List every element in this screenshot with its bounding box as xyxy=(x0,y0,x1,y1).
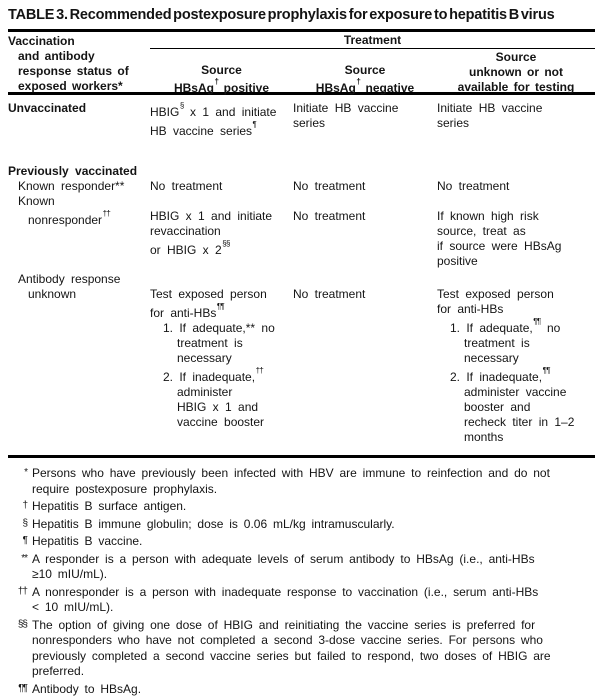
text-line: Test exposed person xyxy=(150,287,293,302)
text-line: administer vaccine xyxy=(437,385,595,400)
column-header-vaccination-status xyxy=(8,34,150,92)
text-line: nonresponder†† xyxy=(8,209,150,228)
text-line: necessary xyxy=(437,351,595,366)
footnote-5 xyxy=(8,552,595,583)
text-line: Antibody response xyxy=(8,272,150,287)
cell-source-unknown xyxy=(437,179,595,194)
text-line: unknown xyxy=(8,287,150,302)
cell-empty xyxy=(437,164,595,179)
text-line: Previously vaccinated xyxy=(8,164,150,179)
cell-hbsag-positive xyxy=(150,194,293,269)
text-line: revaccination xyxy=(150,224,293,239)
text-line: and antibody xyxy=(8,49,150,64)
text-line: 1. If adequate,¶¶ no xyxy=(437,317,595,336)
text-line: No treatment xyxy=(437,179,595,194)
footnote-2 xyxy=(8,499,595,515)
text-line: series xyxy=(437,116,595,131)
text-line: 2. If inadequate,†† xyxy=(150,366,293,385)
text-line: if source were HBsAg xyxy=(437,239,595,254)
text-line: source, treat as xyxy=(437,224,595,239)
cell-source-unknown xyxy=(437,101,595,139)
cell-hbsag-negative xyxy=(293,272,437,445)
text-line: or HBIG x 2§§ xyxy=(150,239,293,258)
row-label xyxy=(8,101,150,139)
text-line: Vaccination xyxy=(8,34,150,49)
text-line: Source xyxy=(437,50,595,65)
footnote-marker: ¶¶ xyxy=(8,681,32,697)
footnote-8 xyxy=(8,682,595,697)
text-line: HBsAg† negative xyxy=(293,78,437,95)
table-row-known-nonresponder xyxy=(8,194,595,269)
text-line: treatment is xyxy=(437,336,595,351)
cell-empty xyxy=(150,164,293,179)
footnote-1 xyxy=(8,466,595,497)
top-horizontal-rule xyxy=(8,29,595,32)
text-line: available for testing xyxy=(437,80,595,95)
text-line: Known xyxy=(8,194,150,209)
text-line: No treatment xyxy=(150,179,293,194)
treatment-spanner-label: Treatment xyxy=(150,34,595,47)
row-label xyxy=(8,179,150,194)
text-line: response status of xyxy=(8,64,150,79)
text-line: HBIG x 1 and xyxy=(150,400,293,415)
column-header-source-unknown xyxy=(437,49,595,95)
text-line: for anti-HBs¶¶ xyxy=(150,302,293,321)
cell-hbsag-negative xyxy=(293,194,437,269)
footnote-4 xyxy=(8,534,595,550)
treatment-header-group xyxy=(150,34,595,92)
footnote-text: Hepatitis B vaccine. xyxy=(32,534,595,550)
cell-source-unknown xyxy=(437,194,595,269)
text-line: administer xyxy=(150,385,293,400)
footnote-text: The option of giving one dose of HBIG and reinitiating the vaccine series is preferred for nonresponders who have not completed a second 3-dose vaccine series. For persons who previously completed a second vaccine series but failed to respond, two doses of HBIG are preferred. xyxy=(32,618,595,680)
text-line: If known high risk xyxy=(437,209,595,224)
footnote-marker: ** xyxy=(8,551,32,582)
footnote-text: A responder is a person with adequate levels of serum antibody to HBsAg (i.e., anti-HBs ≥10 mIU/mL). xyxy=(32,552,595,583)
text-line: treatment is xyxy=(150,336,293,351)
text-line: months xyxy=(437,430,595,445)
cell-hbsag-negative xyxy=(293,101,437,139)
text-line: Test exposed person xyxy=(437,287,595,302)
row-label xyxy=(8,164,150,179)
footnote-6 xyxy=(8,585,595,616)
cell-empty xyxy=(293,164,437,179)
cell-hbsag-positive xyxy=(150,179,293,194)
text-line: booster and xyxy=(437,400,595,415)
footnote-marker: †† xyxy=(8,584,32,615)
text-line: Source xyxy=(293,63,437,78)
text-line: exposed workers* xyxy=(8,79,150,94)
footnote-marker: † xyxy=(8,498,32,514)
text-line: for anti-HBs xyxy=(437,302,595,317)
table-row-known-responder xyxy=(8,179,595,194)
text-line: No treatment xyxy=(293,287,437,302)
treatment-subheaders xyxy=(150,49,595,95)
text-line: Unvaccinated xyxy=(8,101,150,116)
text-line: series xyxy=(293,116,437,131)
cell-source-unknown xyxy=(437,272,595,445)
footnote-3 xyxy=(8,517,595,533)
table-row-antibody-response-unknown xyxy=(8,272,595,445)
text-line: Known responder** xyxy=(8,179,150,194)
text-line: 2. If inadequate,¶¶ xyxy=(437,366,595,385)
text-line: positive xyxy=(437,254,595,269)
footnote-text: Persons who have previously been infected with HBV are immune to reinfection and do not require postexposure prophylaxis. xyxy=(32,466,595,497)
text-line: recheck titer in 1–2 xyxy=(437,415,595,430)
footnote-marker: * xyxy=(8,465,32,496)
footnotes-section xyxy=(8,466,595,697)
text-line: HBIG§ x 1 and initiate xyxy=(150,101,293,120)
text-line: vaccine booster xyxy=(150,415,293,430)
text-line: necessary xyxy=(150,351,293,366)
text-line: HBIG x 1 and initiate xyxy=(150,209,293,224)
cell-hbsag-positive xyxy=(150,272,293,445)
row-label xyxy=(8,194,150,269)
table-title: TABLE 3. Recommended postexposure prophylaxis for exposure to hepatitis B virus xyxy=(8,7,595,24)
footnote-text: Hepatitis B surface antigen. xyxy=(32,499,595,515)
text-line: HB vaccine series¶ xyxy=(150,120,293,139)
text-line: Initiate HB vaccine xyxy=(293,101,437,116)
cell-hbsag-positive xyxy=(150,101,293,139)
footnote-marker: ¶ xyxy=(8,533,32,549)
table-row-previously-vaccinated xyxy=(8,164,595,179)
footnote-text: Hepatitis B immune globulin; dose is 0.06 mL/kg intramuscularly. xyxy=(32,517,595,533)
text-line: unknown or not xyxy=(437,65,595,80)
text-line: Initiate HB vaccine xyxy=(437,101,595,116)
cell-hbsag-negative xyxy=(293,179,437,194)
text-line: No treatment xyxy=(293,209,437,224)
row-label xyxy=(8,272,150,445)
column-header-source-negative xyxy=(293,49,437,95)
footnote-text: Antibody to HBsAg. xyxy=(32,682,595,697)
table-row-unvaccinated xyxy=(8,101,595,139)
text-line: Source xyxy=(150,63,293,78)
footnote-marker: § xyxy=(8,516,32,532)
footnote-marker: §§ xyxy=(8,617,32,679)
column-header-source-positive xyxy=(150,49,293,95)
bottom-horizontal-rule xyxy=(8,455,595,458)
text-line: HBsAg† positive xyxy=(150,78,293,95)
footnote-text: A nonresponder is a person with inadequate response to vaccination (i.e., serum anti-HBs < 10 mIU/mL). xyxy=(32,585,595,616)
text-line: No treatment xyxy=(293,179,437,194)
table-header xyxy=(8,34,595,92)
text-line: 1. If adequate,** no xyxy=(150,321,293,336)
footnote-7 xyxy=(8,618,595,680)
